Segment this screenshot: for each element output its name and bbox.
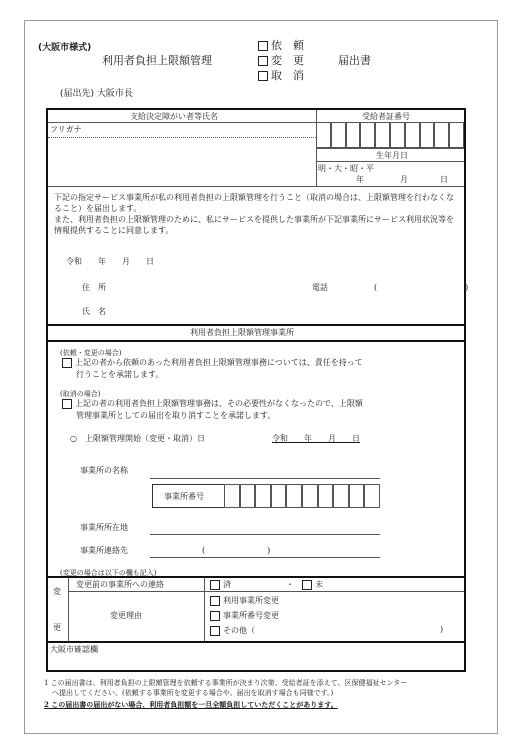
reason-option-number[interactable]: 事業所番号変更 — [210, 610, 279, 621]
form-type-options — [258, 38, 304, 83]
form-label: (大阪市様式) — [38, 43, 92, 53]
digit-box[interactable] — [434, 122, 449, 148]
checkbox-icon[interactable] — [258, 41, 268, 51]
phone-field[interactable]: ( ) — [374, 283, 477, 292]
footnote-1-line-1: 1 この届出書は、利用者負担の上限額管理を依頼する事業所が決まり次第、受給者証を添えて、区保健福祉センター — [44, 679, 408, 687]
footnote-1-line-2: へ提出してください。(依頼する事業所を変更する場合や、届出を取消す場合も同様です。) — [52, 689, 334, 697]
digit-box[interactable] — [255, 484, 271, 508]
digit-box[interactable] — [346, 122, 361, 148]
checkbox-icon[interactable] — [258, 71, 268, 81]
city-check-label: 大阪市確認欄 — [50, 645, 98, 654]
checkbox-icon[interactable] — [210, 580, 220, 590]
digit-box[interactable] — [240, 484, 256, 508]
digit-box[interactable] — [318, 484, 334, 508]
cancel-note: (取消の場合) — [60, 390, 101, 398]
option-change[interactable]: 変 更 — [258, 53, 304, 68]
contact-separator: ・ — [286, 580, 294, 589]
reason-other-close: ) — [440, 625, 444, 634]
digit-box[interactable] — [302, 484, 318, 508]
office-number-label: 事業所番号 — [164, 492, 204, 501]
start-date-label: ○ 上限額管理開始（変更・取消）日 — [70, 434, 205, 443]
statement-para2: また、利用者負担の上限額管理のために、私にサービスを提供した事業所が下記事業所にサービス利用状況等を情報提供することに同意します。 — [54, 215, 454, 235]
reason-option-other[interactable]: その他（ — [210, 625, 255, 636]
checkbox-icon[interactable] — [258, 56, 268, 66]
name-label: 氏 名 — [82, 307, 106, 316]
checkbox-icon[interactable] — [210, 626, 220, 636]
change-note: (変更の場合は以下の欄も記入) — [60, 569, 157, 577]
form-title: 利用者負担上限額管理 — [102, 54, 212, 67]
sign-date[interactable]: 令和 年 月 日 — [66, 257, 154, 266]
address-label: 住 所 — [82, 283, 106, 292]
digit-box[interactable] — [375, 122, 390, 148]
checkbox-icon[interactable] — [210, 611, 220, 621]
digit-box[interactable] — [420, 122, 435, 148]
office-contact-field[interactable]: ( ) — [202, 546, 277, 555]
name-header: 支給決定障がい者等氏名 — [130, 112, 218, 121]
contact-done-option[interactable]: 済 — [210, 579, 231, 590]
birth-day: 日 — [440, 175, 448, 184]
reason-option-office[interactable]: 利用事業所変更 — [210, 595, 279, 606]
digit-box[interactable] — [224, 484, 240, 508]
digit-box[interactable] — [449, 122, 464, 148]
office-section-title: 利用者負担上限額管理事業所 — [190, 328, 294, 337]
digit-box[interactable] — [316, 122, 331, 148]
digit-box[interactable] — [331, 122, 346, 148]
option-request[interactable]: 依 頼 — [258, 38, 304, 53]
digit-box[interactable] — [349, 484, 365, 508]
era-options: 明・大・昭・平 — [318, 164, 374, 173]
digit-box[interactable] — [271, 484, 287, 508]
office-address-label: 事業所所在地 — [80, 523, 128, 532]
option-cancel[interactable]: 取 消 — [258, 68, 304, 83]
footnote-2: 2 この届出書の届出がない場合、利用者負担額を一旦全額負担していただくことがあります。 — [44, 700, 338, 709]
office-name-label: 事業所の名称 — [80, 466, 128, 475]
submit-to: (届出先) 大阪市長 — [60, 89, 133, 99]
birth-year: 年 — [356, 175, 364, 184]
digit-box[interactable] — [405, 122, 420, 148]
birth-month: 月 — [400, 175, 408, 184]
digit-box[interactable] — [364, 484, 380, 508]
request-text-1: 上記の者から依頼のあった利用者負担上限額管理事務については、責任を持って — [62, 357, 363, 368]
request-note: (依頼・変更の場合) — [60, 349, 122, 357]
cancel-text-1: 上記の者の利用者負担上限額管理事務は、その必要性がなくなったので、上限額 — [62, 398, 363, 409]
cancel-text-2: 管理事業所としての届出を取り消すことを承諾します。 — [76, 411, 276, 420]
change-side-label-1: 変 — [53, 587, 61, 596]
form-title-suffix: 届出書 — [338, 54, 371, 67]
contact-notyet-option[interactable]: 未 — [302, 579, 323, 590]
checkbox-icon[interactable] — [62, 358, 72, 368]
request-text-2: 行うことを承諾します。 — [76, 370, 164, 379]
office-contact-label: 事業所連絡先 — [80, 546, 128, 555]
statement-para1: 下記の指定サービス事業所が私の利用者負担の上限額管理を行うこと（取消の場合は、上限額管理を行わなくなること）を届出します。 — [54, 193, 454, 213]
checkbox-icon[interactable] — [302, 580, 312, 590]
birth-header: 生年月日 — [376, 151, 408, 160]
start-date-field[interactable]: 令和 年 月 日 — [272, 434, 360, 443]
reason-label: 変更理由 — [110, 611, 142, 620]
furigana-label: フリガナ — [50, 125, 82, 134]
prev-contact-label: 変更前の事業所への連絡 — [76, 580, 164, 589]
phone-label: 電話 — [312, 283, 328, 292]
digit-box[interactable] — [286, 484, 302, 508]
digit-box[interactable] — [333, 484, 349, 508]
change-side-label-2: 更 — [53, 623, 61, 632]
digit-box[interactable] — [390, 122, 405, 148]
checkbox-icon[interactable] — [210, 596, 220, 606]
digit-box[interactable] — [360, 122, 375, 148]
checkbox-icon[interactable] — [62, 399, 72, 409]
cert-header: 受給者証番号 — [362, 112, 410, 121]
